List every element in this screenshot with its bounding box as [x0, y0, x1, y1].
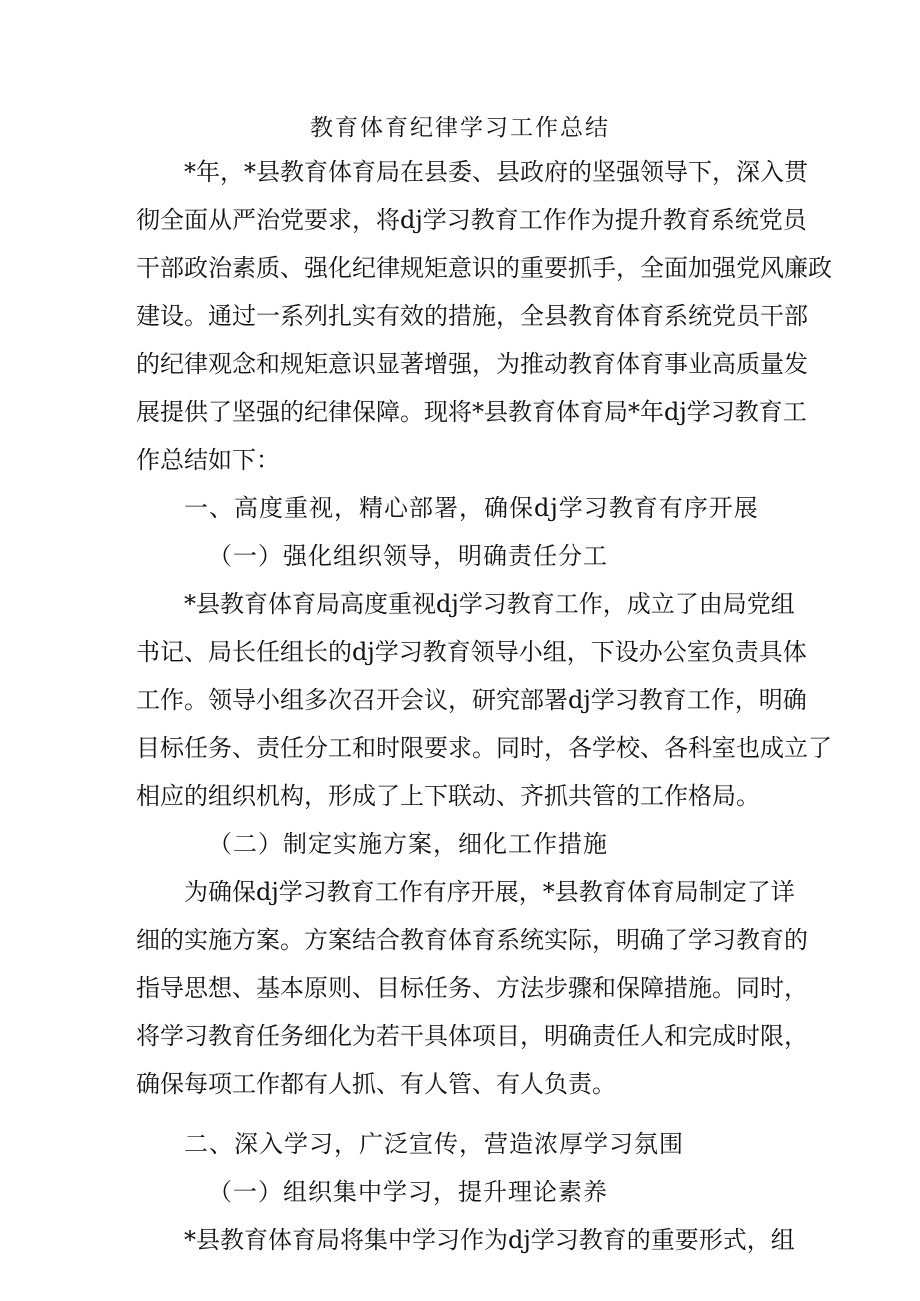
paragraph-line: 指导思想、基本原则、目标任务、方法步骤和保障措施。同时， [136, 974, 808, 1002]
paragraph-line: 干部政治素质、强化纪律规矩意识的重要抓手，全面加强党风廉政 [136, 254, 832, 282]
section-heading-1: 一、高度重视，精心部署，确保dj学习教育有序开展 [184, 494, 759, 522]
paragraph-line: *县教育体育局将集中学习作为dj学习教育的重要形式，组 [184, 1226, 795, 1254]
paragraph-line: 彻全面从严治党要求，将dj学习教育工作作为提升教育系统党员 [136, 206, 807, 234]
paragraph-line: *年，*县教育体育局在县委、县政府的坚强领导下，深入贯 [184, 158, 808, 186]
subsection-heading-1-1: （一）强化组织领导，明确责任分工 [208, 542, 608, 570]
subsection-heading-2-1: （一）组织集中学习，提升理论素养 [208, 1178, 608, 1206]
paragraph-line: 为确保dj学习教育工作有序开展，*县教育体育局制定了详 [184, 878, 795, 906]
paragraph-line: 目标任务、责任分工和时限要求。同时，各学校、各科室也成立了 [136, 734, 832, 762]
paragraph-line: 工作。领导小组多次召开会议，研究部署dj学习教育工作，明确 [136, 686, 807, 714]
paragraph-line: 建设。通过一系列扎实有效的措施，全县教育体育系统党员干部 [136, 302, 808, 330]
paragraph-line: 作总结如下： [136, 446, 280, 474]
paragraph-line: 将学习教育任务细化为若干具体项目，明确责任人和完成时限， [136, 1022, 808, 1050]
paragraph-line: 的纪律观念和规矩意识显著增强，为推动教育体育事业高质量发 [136, 350, 808, 378]
paragraph-line: 书记、局长任组长的dj学习教育领导小组，下设办公室负责具体 [136, 638, 807, 666]
section-heading-2: 二、深入学习，广泛宣传，营造浓厚学习氛围 [184, 1130, 684, 1158]
paragraph-line: 相应的组织机构，形成了上下联动、齐抓共管的工作格局。 [136, 782, 760, 810]
document-title: 教育体育纪律学习工作总结 [310, 115, 610, 141]
subsection-heading-1-2: （二）制定实施方案，细化工作措施 [208, 830, 608, 858]
paragraph-line: 确保每项工作都有人抓、有人管、有人负责。 [136, 1070, 616, 1098]
paragraph-line: 细的实施方案。方案结合教育体育系统实际，明确了学习教育的 [136, 926, 808, 954]
paragraph-line: 展提供了坚强的纪律保障。现将*县教育体育局*年dj学习教育工 [136, 398, 807, 426]
paragraph-line: *县教育体育局高度重视dj学习教育工作，成立了由局党组 [184, 590, 795, 618]
